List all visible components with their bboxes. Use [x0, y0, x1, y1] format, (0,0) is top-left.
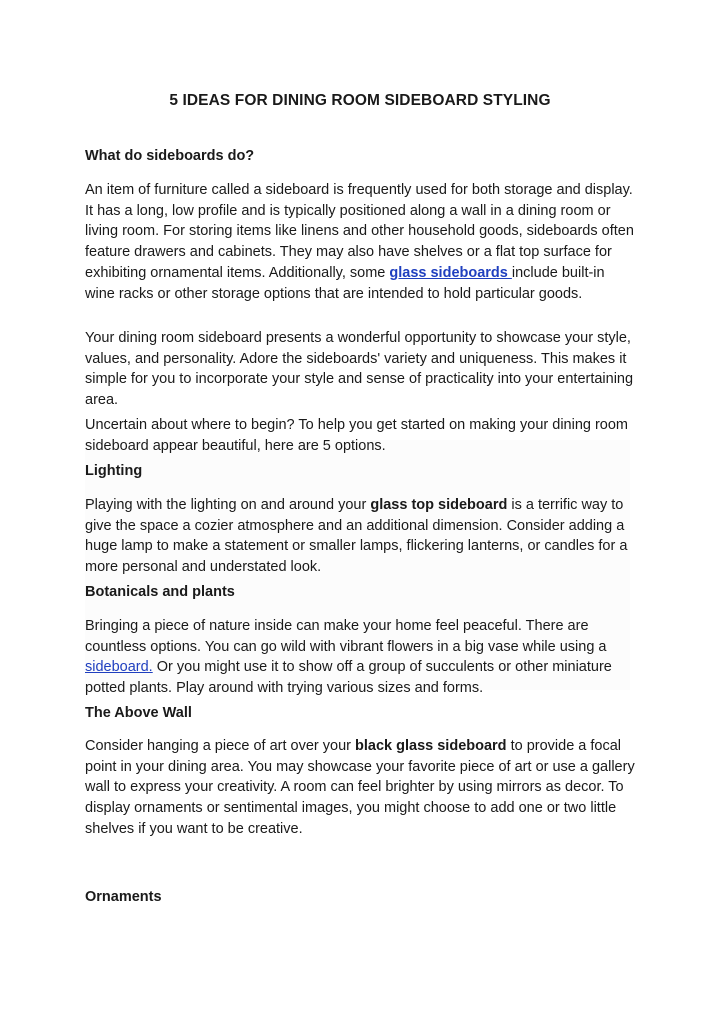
paragraph-lighting: [85, 495, 635, 578]
paragraph-text: Or you might use it to show off a group of succulents or other miniature potted plants. Play around with trying various sizes and forms.: [85, 659, 612, 697]
sideboard-link[interactable]: sideboard.: [85, 659, 153, 676]
paragraph-above-wall: [85, 736, 635, 840]
bold-phrase-black-glass-sideboard: black glass sideboard: [355, 738, 507, 754]
glass-sideboards-link[interactable]: glass sideboards: [389, 264, 512, 281]
paragraph-sideboard-definition: [85, 180, 635, 304]
paragraph-botanicals: [85, 616, 635, 699]
heading-what-do-sideboards-do: What do sideboards do?: [85, 148, 255, 164]
paragraph-where-to-begin: Uncertain about where to begin? To help you get started on making your dining room sideboard appear beautiful, here are 5 options.: [85, 417, 629, 454]
heading-botanicals-and-plants: Botanicals and plants: [85, 584, 235, 600]
paragraph-text: include built-in wine racks or other storage options that are intended to hold particular goods.: [85, 264, 605, 302]
paragraph-text: Bringing a piece of nature inside can make your home feel peaceful. There are countless options. You can go wild with vibrant flowers in a big vase while using a: [85, 618, 607, 655]
page-title: 5 IDEAS FOR DINING ROOM SIDEBOARD STYLING: [169, 92, 551, 109]
paragraph-text: is a terrific way to give the space a cozier atmosphere and an additional dimension. Consider adding a huge lamp to make a statement or smaller lamps, flickering lanterns, or candles for a more personal and understated look.: [85, 497, 628, 576]
paragraph-text: Consider hanging a piece of art over your: [85, 738, 356, 754]
bold-phrase-glass-top-sideboard: glass top sideboard: [370, 497, 508, 513]
heading-ornaments: Ornaments: [85, 889, 162, 905]
paragraph-showcase-style: Your dining room sideboard presents a wonderful opportunity to showcase your style, values, and personality. Adore the sideboards' variety and uniqueness. This makes it simple for you to incorporate your style and sense of practicality into your entertaining area.: [85, 330, 634, 409]
heading-the-above-wall: The Above Wall: [85, 705, 192, 721]
paragraph-text: to provide a focal point in your dining area. You may showcase your favorite piece of art or use a gallery wall to express your creativity. A room can feel brighter by using mirrors as decor. To display ornaments or sentimental images, you might choose to add one or two little shelves if you want to be creative.: [85, 738, 635, 837]
paragraph-text: Playing with the lighting on and around your: [85, 497, 371, 513]
paragraph-text: An item of furniture called a sideboard is frequently used for both storage and display. It has a long, low profile and is typically positioned along a wall in a dining room or living room. For storing items like linens and other household goods, sideboards often feature drawers and cabinets. They may also have shelves or a flat top surface for exhibiting ornamental items. Additionally, some: [85, 182, 634, 281]
heading-lighting: Lighting: [85, 463, 143, 479]
